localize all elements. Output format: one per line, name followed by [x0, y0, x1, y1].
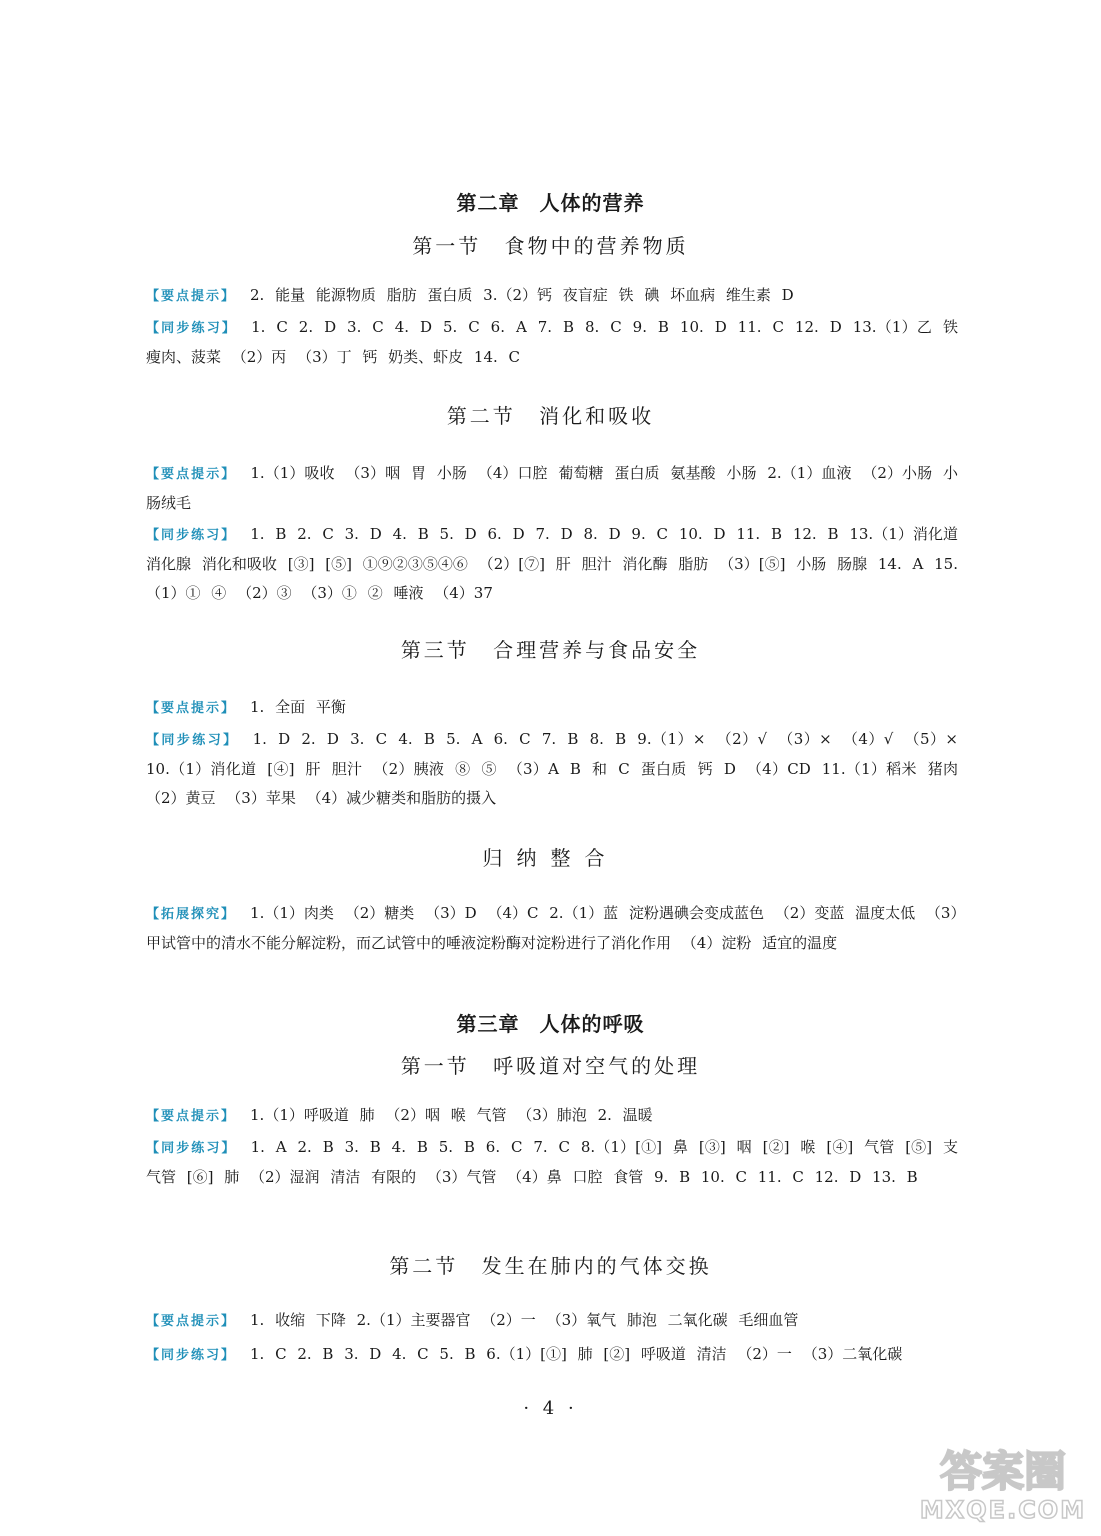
answer-text: 1.（1）肉类 （2）糖类 （3）D （4）C 2.（1）蓝 淀粉遇碘会变成蓝色 （2）变蓝 温度太低 （3）甲试管中的清水不能分解淀粉，而乙试管中的唾液淀粉酶对淀粉进行了消化作用 （4）淀粉 适宜的温度 [146, 904, 958, 952]
key-points-tag: 【要点提示】 [146, 467, 237, 482]
answer-paragraph [146, 1340, 958, 1370]
practice-tag: 【同步练习】 [146, 321, 238, 336]
answer-text: 1. A 2. B 3. B 4. B 5. B 6. C 7. C 8.（1）[①] 鼻 [③] 咽 [②] 喉 [④] 气管 [⑤] 支气管 [⑥] 肺 （2）湿润 清洁 有限的 （3）气管 （4）鼻 口腔 食管 9. B 10. C 11. C 12. D 13. B [146, 1138, 958, 1186]
practice-tag: 【同步练习】 [146, 1348, 237, 1363]
answer-paragraph [146, 281, 958, 311]
watermark-main-text: 答案圈 [939, 1447, 1067, 1496]
answer-text: 1. C 2. D 3. C 4. D 5. C 6. A 7. B 8. C 9. B 10. D 11. C 12. D 13.（1）乙 铁 瘦肉、菠菜 （2）丙 （3）丁 钙 奶类、虾皮 14. C [146, 318, 958, 366]
section-title: 第二节 消化和吸收 [446, 404, 655, 428]
watermark-logo [918, 1436, 1088, 1526]
summary-title: 归纳整合 [482, 846, 619, 870]
key-points-tag: 【要点提示】 [146, 289, 237, 304]
key-points-tag: 【要点提示】 [146, 1314, 237, 1329]
answer-paragraph [146, 313, 958, 372]
section-title: 第二节 发生在肺内的气体交换 [389, 1254, 712, 1278]
page-number: · 4 · [523, 1398, 578, 1419]
answer-text: 1. 全面 平衡 [250, 698, 346, 716]
key-points-tag: 【要点提示】 [146, 1109, 237, 1124]
answer-paragraph [146, 693, 958, 723]
answer-paragraph [146, 899, 958, 958]
answer-text: 1. 收缩 下降 2.（1）主要器官 （2）一 （3）氧气 肺泡 二氧化碳 毛细血管 [250, 1311, 799, 1329]
answer-text: 1. B 2. C 3. D 4. B 5. D 6. D 7. D 8. D 9. C 10. D 11. B 12. B 13.（1）消化道 消化腺 消化和吸收 [③] [⑤] ①⑨②③⑤④⑥ （2）[⑦] 肝 胆汁 消化酶 脂肪 （3）[⑤] 小肠 肠腺 14. A 15.（1）① ④ （2）③ （3）① ② 唾液 （4）37 [146, 525, 958, 602]
answer-paragraph [146, 1133, 958, 1192]
practice-tag: 【同步练习】 [146, 528, 237, 543]
answer-paragraph [146, 725, 958, 813]
answer-paragraph [146, 520, 958, 608]
section-title: 第一节 食物中的营养物质 [412, 234, 689, 258]
answer-paragraph [146, 459, 958, 518]
answer-paragraph [146, 1101, 958, 1131]
section-title: 第三节 合理营养与食品安全 [400, 638, 701, 662]
watermark-sub-text: MXQE.COM [919, 1496, 1087, 1524]
answer-text: 1.（1）吸收 （3）咽 胃 小肠 （4）口腔 葡萄糖 蛋白质 氨基酸 小肠 2.（1）血液 （2）小肠 小肠绒毛 [146, 464, 958, 512]
chapter-2-title: 第二章 人体的营养 [456, 191, 645, 215]
key-points-tag: 【要点提示】 [146, 701, 237, 716]
answer-text: 1. D 2. D 3. C 4. B 5. A 6. C 7. B 8. B 9.（1）× （2）√ （3）× （4）√ （5）× 10.（1）消化道 [④] 肝 胆汁 （2）胰液 ⑧ ⑤ （3）A B 和 C 蛋白质 钙 D （4）CD 11.（1）稻米 猪肉 （2）黄豆 （3）苹果 （4）减少糖类和脂肪的摄入 [146, 730, 958, 807]
answer-text: 1.（1）呼吸道 肺 （2）咽 喉 气管 （3）肺泡 2. 温暖 [250, 1106, 653, 1124]
practice-tag: 【同步练习】 [146, 733, 239, 748]
section-title: 第一节 呼吸道对空气的处理 [400, 1054, 701, 1078]
answer-text: 1. C 2. B 3. D 4. C 5. B 6.（1）[①] 肺 [②] 呼吸道 清洁 （2）一 （3）二氧化碳 [250, 1345, 903, 1363]
practice-tag: 【同步练习】 [146, 1141, 237, 1156]
answer-text: 2. 能量 能源物质 脂肪 蛋白质 3.（2）钙 夜盲症 铁 碘 坏血病 维生素 D [250, 286, 794, 304]
extension-tag: 【拓展探究】 [146, 907, 237, 922]
answer-paragraph [146, 1306, 958, 1336]
chapter-3-title: 第三章 人体的呼吸 [456, 1012, 645, 1036]
